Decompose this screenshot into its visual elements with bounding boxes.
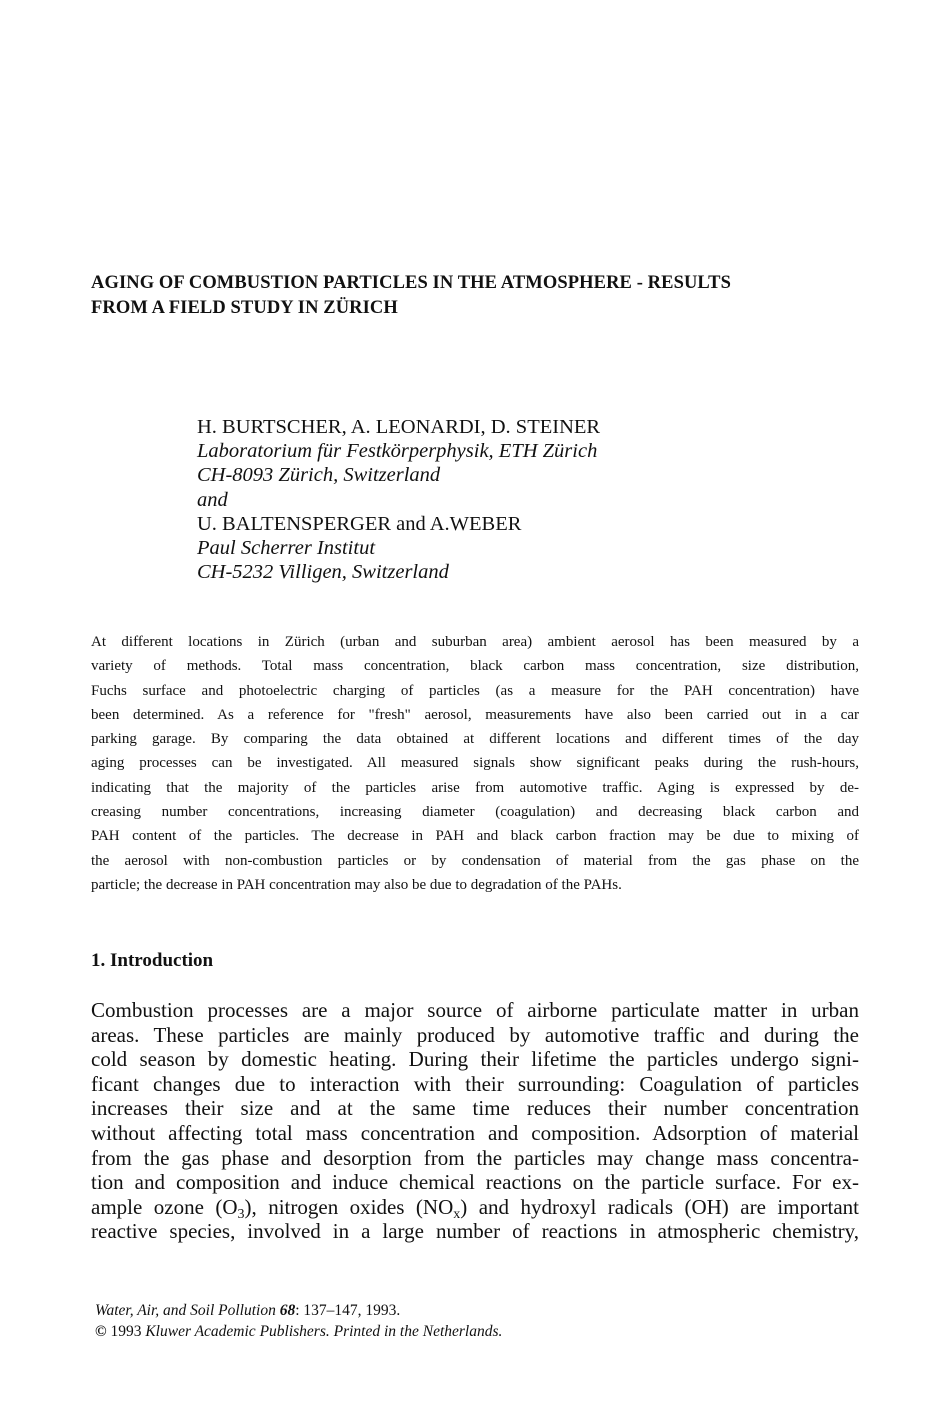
intro-line: increases their size and at the same time reduces their number concentration bbox=[91, 1096, 859, 1121]
paper-title bbox=[91, 271, 851, 321]
intro-line: from the gas phase and desorption from the particles may change mass concentra- bbox=[91, 1145, 859, 1170]
section-heading: 1. Introduction bbox=[91, 950, 214, 971]
abstract-line: parking garage. By comparing the data obtained at different locations and different times of the day bbox=[91, 731, 859, 748]
intro-line: areas. These particles are mainly produced by automotive traffic and during the bbox=[91, 1022, 859, 1047]
author-block bbox=[197, 415, 797, 584]
subscript-3: 3 bbox=[237, 1206, 245, 1222]
journal-name: Water, Air, and Soil Pollution bbox=[95, 1302, 276, 1319]
abstract-line: aging processes can be investigated. All measured signals show significant peaks during the rush-hours, bbox=[91, 755, 859, 772]
intro-text: ) and hydroxyl radicals (OH) are important bbox=[460, 1194, 859, 1219]
abstract-line: the aerosol with non-combustion particles or by condensation of material from the gas phase on the bbox=[91, 852, 859, 869]
intro-line: Combustion processes are a major source of airborne particulate matter in urban bbox=[91, 998, 859, 1022]
abstract bbox=[91, 630, 859, 897]
title-line-2: FROM A FIELD STUDY IN ZÜRICH bbox=[91, 298, 398, 318]
intro-line: cold season by domestic heating. During their lifetime the particles undergo signi- bbox=[91, 1047, 859, 1072]
author-names-2: U. BALTENSPERGER and A.WEBER bbox=[197, 512, 522, 535]
abstract-line: indicating that the majority of the particles arise from automotive traffic. Aging is expressed by de- bbox=[91, 779, 859, 796]
journal-volume: 68 bbox=[279, 1302, 296, 1319]
intro-line: tion and composition and induce chemical reactions on the particle surface. For ex- bbox=[91, 1170, 859, 1195]
affiliation-1: Laboratorium für Festkörperphysik, ETH Zürich bbox=[197, 440, 598, 463]
copyright-symbol: © bbox=[95, 1323, 107, 1340]
author-conjunction: and bbox=[197, 488, 228, 511]
abstract-line: Fuchs surface and photoelectric charging of particles (as a measure for the PAH concentration) have bbox=[91, 682, 859, 699]
affiliation-2: Paul Scherrer Institut bbox=[197, 537, 376, 560]
abstract-line: creasing number concentrations, increasing diameter (coagulation) and decreasing black carbon and bbox=[91, 804, 859, 821]
journal-pages: : 137–147, 1993. bbox=[295, 1302, 401, 1319]
address-2: CH-5232 Villigen, Switzerland bbox=[197, 561, 449, 584]
abstract-line: particle; the decrease in PAH concentration may also be due to degradation of the PAHs. bbox=[91, 876, 622, 893]
intro-line-chemistry bbox=[91, 1195, 859, 1220]
title-line-1: AGING OF COMBUSTION PARTICLES IN THE ATMOSPHERE - RESULTS bbox=[91, 273, 732, 293]
copyright-year: 1993 bbox=[110, 1323, 142, 1340]
abstract-line: variety of methods. Total mass concentration, black carbon mass concentration, size distribution, bbox=[91, 658, 859, 675]
intro-line: reactive species, involved in a large number of reactions in atmospheric chemistry, bbox=[91, 1219, 859, 1244]
journal-citation bbox=[95, 1300, 795, 1321]
intro-text: ), nitrogen oxides (NO bbox=[244, 1194, 454, 1219]
author-names-1: H. BURTSCHER, A. LEONARDI, D. STEINER bbox=[197, 416, 601, 438]
abstract-line: been determined. As a reference for "fresh" aerosol, measurements have also been carried out in a car bbox=[91, 706, 859, 723]
abstract-line: PAH content of the particles. The decrease in PAH and black carbon fraction may be due to mixing of bbox=[91, 828, 859, 845]
abstract-line: At different locations in Zürich (urban and suburban area) ambient aerosol has been measured by a bbox=[91, 634, 859, 650]
intro-line: without affecting total mass concentration and composition. Adsorption of material bbox=[91, 1120, 859, 1145]
publisher-name: Kluwer Academic Publishers. Printed in the Netherlands. bbox=[145, 1323, 503, 1340]
intro-line: ficant changes due to interaction with their surrounding: Coagulation of particles bbox=[91, 1071, 859, 1096]
address-1: CH-8093 Zürich, Switzerland bbox=[197, 464, 441, 487]
publication-footer bbox=[95, 1300, 795, 1342]
intro-text: ample ozone (O bbox=[91, 1194, 238, 1219]
introduction-body bbox=[91, 998, 859, 1244]
subscript-x: x bbox=[453, 1206, 461, 1222]
copyright-line bbox=[95, 1321, 795, 1342]
